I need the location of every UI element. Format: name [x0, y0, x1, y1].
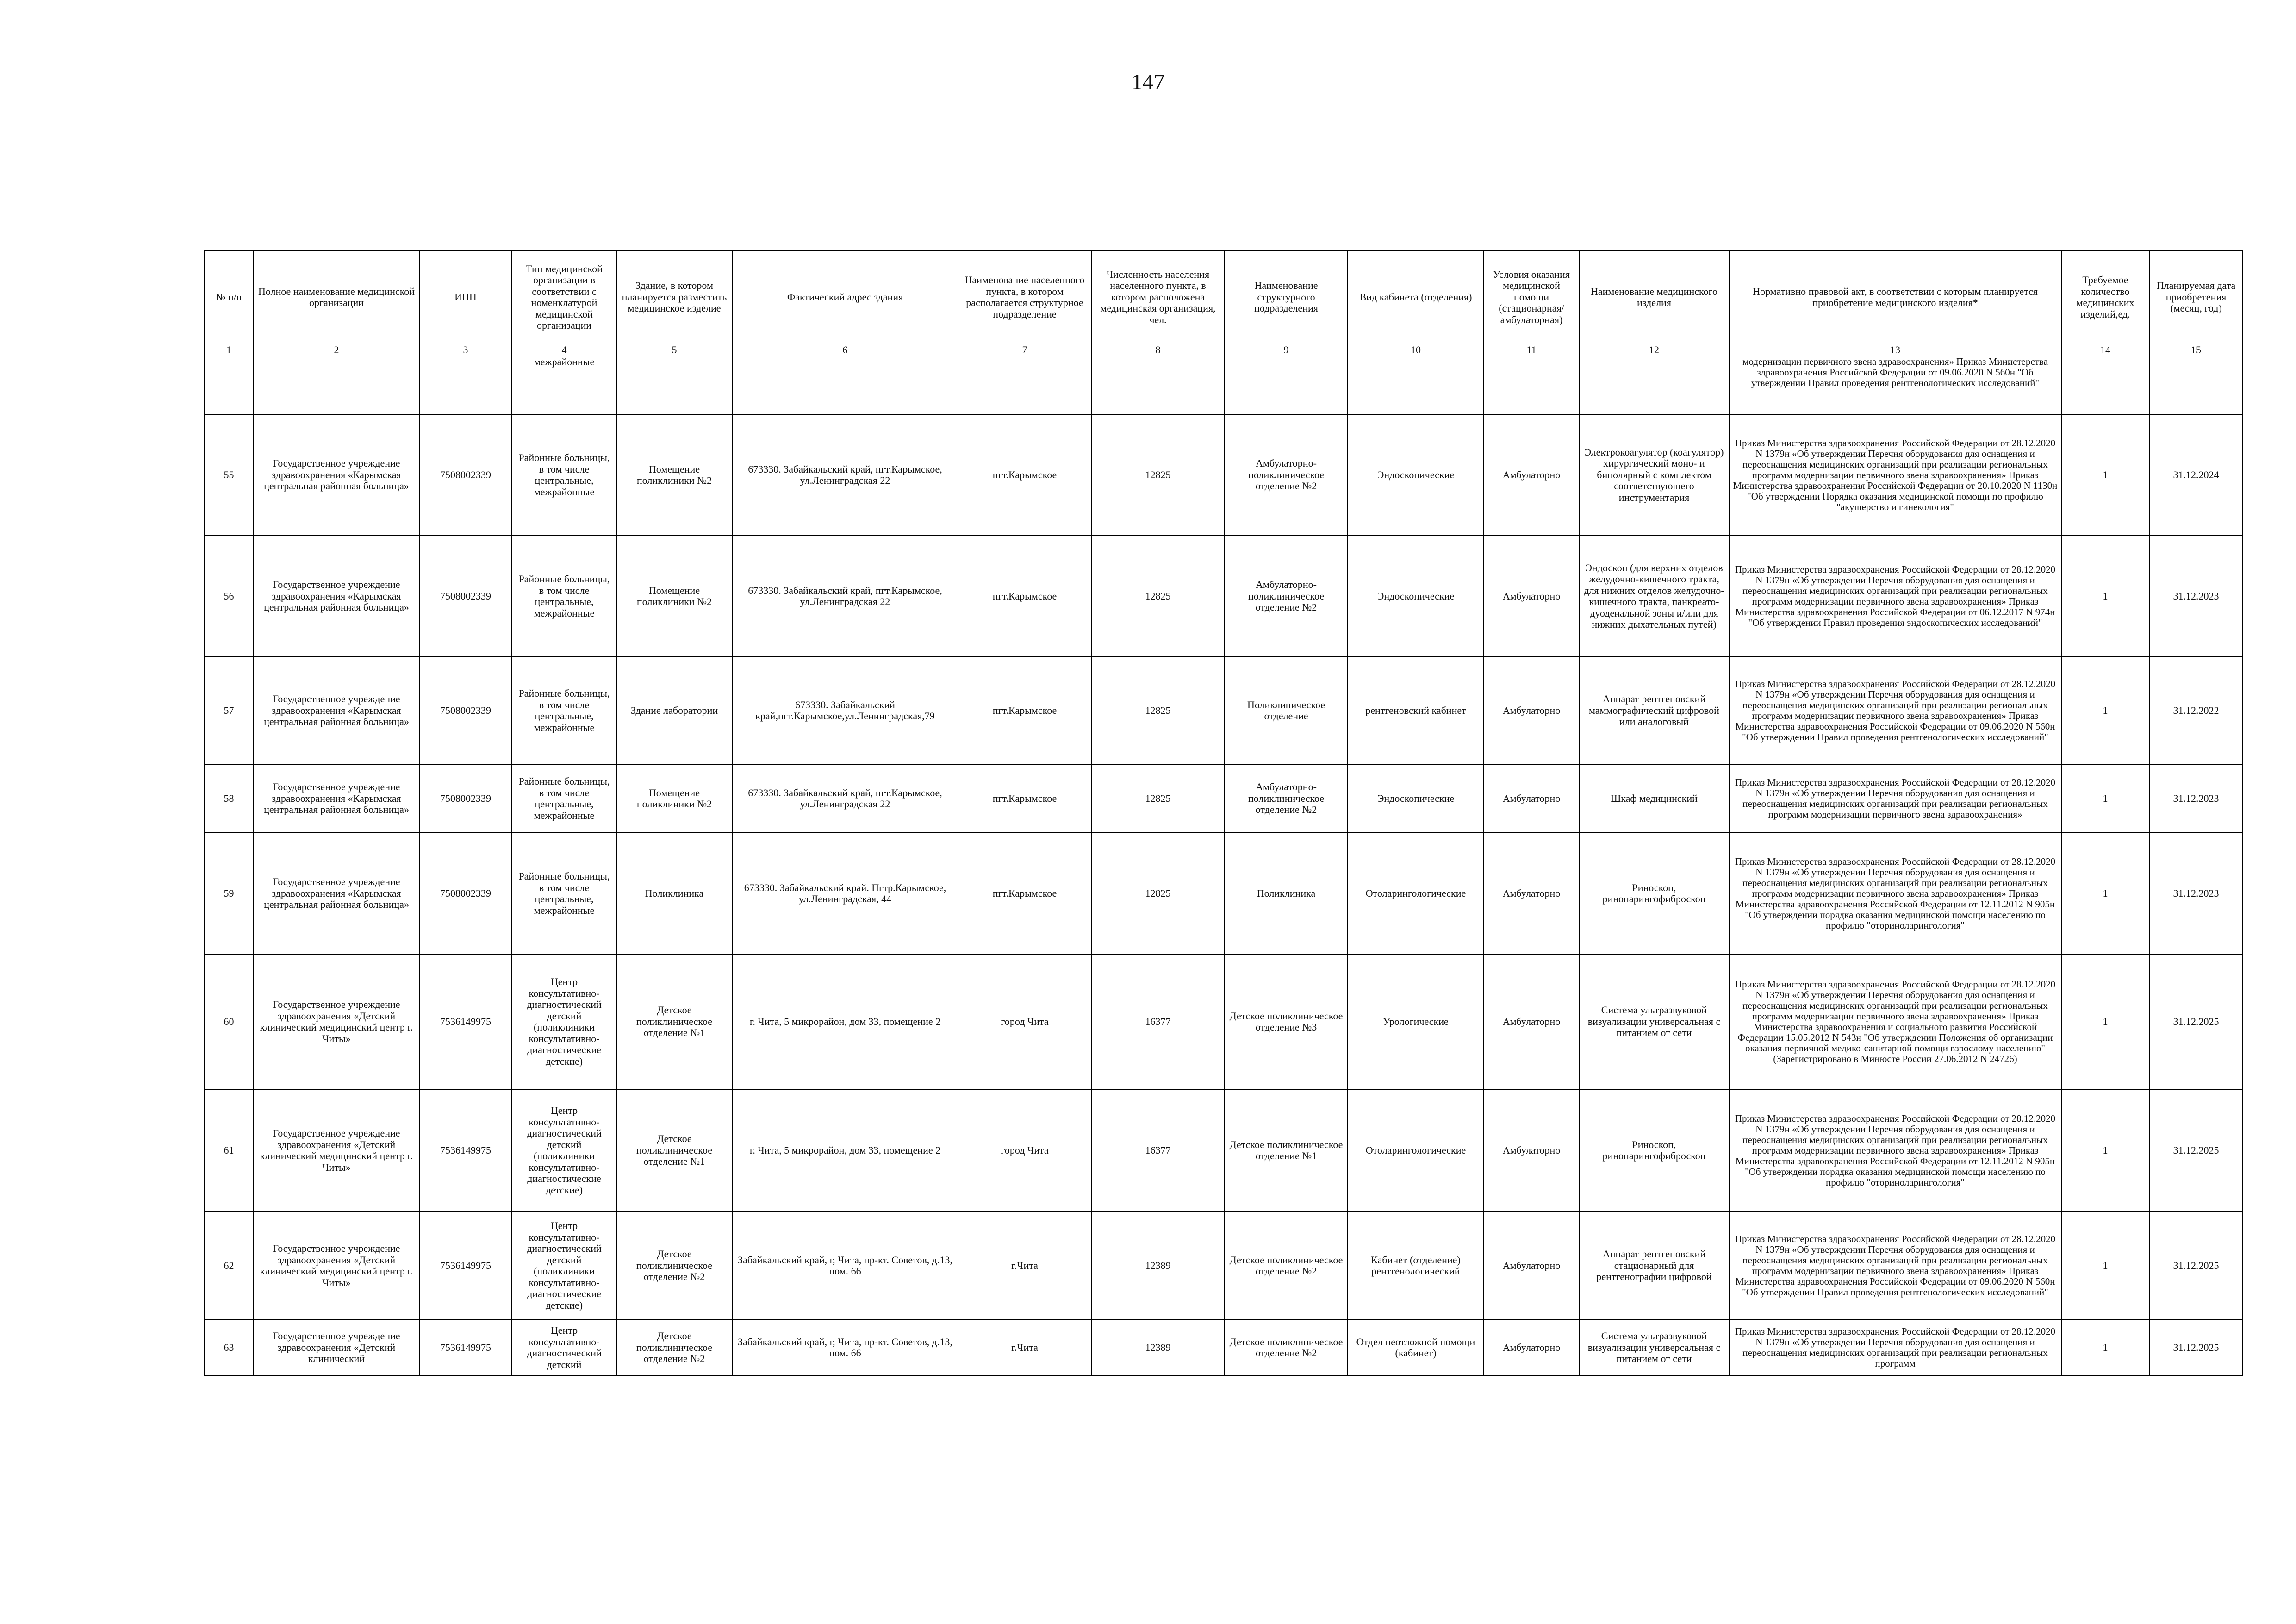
- cell-org: [254, 356, 419, 414]
- cell-unit: Амбулаторно-поликлиническое отделение №2: [1225, 414, 1348, 536]
- header-col-4: Тип медицинской организации в соответствии с номенклатурой медицинской организации: [512, 250, 616, 344]
- cell-inn: 7508002339: [419, 414, 512, 536]
- cell-conditions: Амбулаторно: [1484, 833, 1579, 954]
- cell-type: Центр консультативно-диагностический детский (поликлиники консультативно-диагностические детские): [512, 954, 616, 1089]
- cell-locality: город Чита: [958, 1089, 1091, 1212]
- header-col-12: Наименование медицинского изделия: [1579, 250, 1729, 344]
- column-number: 11: [1484, 344, 1579, 356]
- cell-num: 61: [204, 1089, 254, 1212]
- cell-qty: 1: [2061, 657, 2149, 764]
- cell-conditions: Амбулаторно: [1484, 536, 1579, 657]
- cell-num: 63: [204, 1320, 254, 1375]
- cell-cabinet: Эндоскопические: [1348, 536, 1484, 657]
- cell-building: Помещение поликлиники №2: [616, 536, 732, 657]
- cell-building: Помещение поликлиники №2: [616, 414, 732, 536]
- cell-conditions: Амбулаторно: [1484, 954, 1579, 1089]
- cell-conditions: Амбулаторно: [1484, 1320, 1579, 1375]
- cell-address: г. Чита, 5 микрорайон, дом 33, помещение 2: [732, 954, 958, 1089]
- cell-org: Государственное учреждение здравоохранения «Детский клинический медицинский центр г. Читы»: [254, 954, 419, 1089]
- cell-act: Приказ Министерства здравоохранения Российской Федерации от 28.12.2020 N 1379н «Об утверждении Перечня оборудования для оснащения и переоснащения медицинских организаций при реализации региональных программ модернизации первичного звена здравоохранения» Приказ Министерства здравоохранения Российской Федерации от 09.06.2020 N 560н "Об утверждении Правил проведения рентгенологических исследований": [1729, 657, 2061, 764]
- cell-date: 31.12.2025: [2149, 954, 2243, 1089]
- cell-cabinet: Эндоскопические: [1348, 764, 1484, 833]
- cell-conditions: Амбулаторно: [1484, 1089, 1579, 1212]
- cell-unit: Амбулаторно-поликлиническое отделение №2: [1225, 764, 1348, 833]
- cell-address: 673330. Забайкальский край, пгт.Карымское, ул.Ленинградская 22: [732, 764, 958, 833]
- cell-conditions: [1484, 356, 1579, 414]
- cell-qty: 1: [2061, 833, 2149, 954]
- cell-inn: 7508002339: [419, 833, 512, 954]
- cell-type: Районные больницы, в том числе центральные, межрайонные: [512, 833, 616, 954]
- cell-device: Эндоскоп (для верхних отделов желудочно-кишечного тракта, для нижних отделов желудочно-кишечного тракта, панкреато-дуоденальной зоны и/или для нижних дыхательных путей): [1579, 536, 1729, 657]
- column-number: 4: [512, 344, 616, 356]
- table-row: [204, 1320, 2243, 1375]
- header-col-13: Нормативно правовой акт, в соответствии с которым планируется приобретение медицинского изделия*: [1729, 250, 2061, 344]
- cell-date: 31.12.2022: [2149, 657, 2243, 764]
- table-row: [204, 954, 2243, 1089]
- cell-act: Приказ Министерства здравоохранения Российской Федерации от 28.12.2020 N 1379н «Об утверждении Перечня оборудования для оснащения и переоснащения медицинских организаций при реализации региональных программ модернизации первичного звена здравоохранения» Приказ Министерства здравоохранения Российской Федерации от 20.10.2020 N 1130н "Об утверждении Порядка оказания медицинской помощи по профилю "акушерство и гинекология": [1729, 414, 2061, 536]
- cell-cabinet: рентгеновский кабинет: [1348, 657, 1484, 764]
- column-number: 5: [616, 344, 732, 356]
- column-number: 15: [2149, 344, 2243, 356]
- column-number: 12: [1579, 344, 1729, 356]
- header-col-11: Условия оказания медицинской помощи (стационарная/ амбулаторная): [1484, 250, 1579, 344]
- cell-qty: 1: [2061, 1320, 2149, 1375]
- column-number: 10: [1348, 344, 1484, 356]
- cell-num: 56: [204, 536, 254, 657]
- cell-population: 12825: [1091, 414, 1225, 536]
- cell-num: 59: [204, 833, 254, 954]
- cell-unit: Детское поликлиническое отделение №1: [1225, 1089, 1348, 1212]
- cell-num: 55: [204, 414, 254, 536]
- table-row: [204, 657, 2243, 764]
- cell-device: Система ультразвуковой визуализации универсальная с питанием от сети: [1579, 1320, 1729, 1375]
- cell-type: Районные больницы, в том числе центральные, межрайонные: [512, 764, 616, 833]
- cell-act: Приказ Министерства здравоохранения Российской Федерации от 28.12.2020 N 1379н «Об утверждении Перечня оборудования для оснащения и переоснащения медицинских организаций при реализации региональных программ: [1729, 1320, 2061, 1375]
- cell-building: Помещение поликлиники №2: [616, 764, 732, 833]
- cell-date: 31.12.2023: [2149, 764, 2243, 833]
- cell-type: Центр консультативно-диагностический детский (поликлиники консультативно-диагностические детские): [512, 1089, 616, 1212]
- header-col-7: Наименование населенного пункта, в котором располагается структурное подразделение: [958, 250, 1091, 344]
- cell-unit: Поликлиника: [1225, 833, 1348, 954]
- cell-inn: 7508002339: [419, 536, 512, 657]
- cell-inn: 7508002339: [419, 657, 512, 764]
- cell-building: Детское поликлиническое отделение №1: [616, 954, 732, 1089]
- cell-act: Приказ Министерства здравоохранения Российской Федерации от 28.12.2020 N 1379н «Об утверждении Перечня оборудования для оснащения и переоснащения медицинских организаций при реализации региональных программ модернизации первичного звена здравоохранения» Приказ Министерства здравоохранения Российской Федерации от 09.06.2020 N 560н "Об утверждении Правил проведения рентгенологических исследований": [1729, 1212, 2061, 1320]
- cell-num: 60: [204, 954, 254, 1089]
- column-number: 13: [1729, 344, 2061, 356]
- cell-date: 31.12.2025: [2149, 1089, 2243, 1212]
- cell-address: [732, 356, 958, 414]
- cell-locality: пгт.Карымское: [958, 833, 1091, 954]
- table-row: [204, 764, 2243, 833]
- cell-num: [204, 356, 254, 414]
- cell-cabinet: Отоларингологические: [1348, 833, 1484, 954]
- cell-act: Приказ Министерства здравоохранения Российской Федерации от 28.12.2020 N 1379н «Об утверждении Перечня оборудования для оснащения и переоснащения медицинских организаций при реализации региональных программ модернизации первичного звена здравоохранения» Приказ Министерства здравоохранения Российской Федерации от 12.11.2012 N 905н "Об утверждении порядка оказания медицинской помощи населению по профилю "оториноларингология": [1729, 833, 2061, 954]
- cell-device: Аппарат рентгеновский маммографический цифровой или аналоговый: [1579, 657, 1729, 764]
- cell-address: Забайкальский край, г, Чита, пр-кт. Советов, д.13, пом. 66: [732, 1212, 958, 1320]
- column-number: 1: [204, 344, 254, 356]
- cell-type: Районные больницы, в том числе центральные, межрайонные: [512, 414, 616, 536]
- cell-org: Государственное учреждение здравоохранения «Карымская центральная районная больница»: [254, 764, 419, 833]
- cell-inn: 7536149975: [419, 1089, 512, 1212]
- cell-device: Аппарат рентгеновский стационарный для рентгенографии цифровой: [1579, 1212, 1729, 1320]
- cell-date: 31.12.2024: [2149, 414, 2243, 536]
- table-row: [204, 833, 2243, 954]
- cell-qty: 1: [2061, 1089, 2149, 1212]
- cell-date: 31.12.2023: [2149, 536, 2243, 657]
- cell-building: [616, 356, 732, 414]
- cell-device: Риноскоп, ринопарингофиброскоп: [1579, 833, 1729, 954]
- cell-org: Государственное учреждение здравоохранения «Карымская центральная районная больница»: [254, 536, 419, 657]
- column-number: 2: [254, 344, 419, 356]
- header-col-1: № п/п: [204, 250, 254, 344]
- cell-building: Детское поликлиническое отделение №1: [616, 1089, 732, 1212]
- cell-date: 31.12.2023: [2149, 833, 2243, 954]
- cell-unit: Поликлиническое отделение: [1225, 657, 1348, 764]
- cell-address: 673330. Забайкальский край, пгт.Карымское, ул.Ленинградская 22: [732, 414, 958, 536]
- cell-building: Поликлиника: [616, 833, 732, 954]
- equipment-table: [204, 250, 2243, 1376]
- cell-date: 31.12.2025: [2149, 1320, 2243, 1375]
- cell-locality: г.Чита: [958, 1320, 1091, 1375]
- cell-device: Система ультразвуковой визуализации универсальная с питанием от сети: [1579, 954, 1729, 1089]
- cell-population: 12825: [1091, 764, 1225, 833]
- header-col-5: Здание, в котором планируется разместить медицинское изделие: [616, 250, 732, 344]
- cell-qty: 1: [2061, 1212, 2149, 1320]
- cell-unit: Детское поликлиническое отделение №2: [1225, 1320, 1348, 1375]
- table-row: [204, 1212, 2243, 1320]
- cell-population: 16377: [1091, 1089, 1225, 1212]
- cell-inn: 7508002339: [419, 764, 512, 833]
- cell-population: 16377: [1091, 954, 1225, 1089]
- cell-qty: 1: [2061, 414, 2149, 536]
- cell-locality: пгт.Карымское: [958, 657, 1091, 764]
- cell-population: [1091, 356, 1225, 414]
- cell-date: 31.12.2025: [2149, 1212, 2243, 1320]
- column-number: 14: [2061, 344, 2149, 356]
- cell-qty: 1: [2061, 764, 2149, 833]
- cell-type: Районные больницы, в том числе центральные, межрайонные: [512, 536, 616, 657]
- cell-conditions: Амбулаторно: [1484, 414, 1579, 536]
- cell-building: Детское поликлиническое отделение №2: [616, 1212, 732, 1320]
- cell-locality: г.Чита: [958, 1212, 1091, 1320]
- header-col-6: Фактический адрес здания: [732, 250, 958, 344]
- cell-qty: [2061, 356, 2149, 414]
- cell-num: 62: [204, 1212, 254, 1320]
- cell-org: Государственное учреждение здравоохранения «Карымская центральная районная больница»: [254, 833, 419, 954]
- header-col-8: Численность населения населенного пункта, в котором расположена медицинская организация, чел.: [1091, 250, 1225, 344]
- cell-unit: Детское поликлиническое отделение №2: [1225, 1212, 1348, 1320]
- cell-act: Приказ Министерства здравоохранения Российской Федерации от 28.12.2020 N 1379н «Об утверждении Перечня оборудования для оснащения и переоснащения медицинских организаций при реализации региональных программ модернизации первичного звена здравоохранения» Приказ Министерства здравоохранения и социального развития Российской Федерации 15.05.2012 N 543н "Об утверждении Положения об организации оказания первичной медико-санитарной помощи взрослому населению" (Зарегистрировано в Минюсте России 27.06.2012 N 24726): [1729, 954, 2061, 1089]
- cell-inn: [419, 356, 512, 414]
- cell-act: модернизации первичного звена здравоохранения» Приказ Министерства здравоохранения Российской Федерации от 09.06.2020 N 560н "Об утверждении Правил проведения рентгенологических исследований": [1729, 356, 2061, 414]
- cell-date: [2149, 356, 2243, 414]
- header-col-14: Требуемое количество медицинских изделий,ед.: [2061, 250, 2149, 344]
- cell-conditions: Амбулаторно: [1484, 1212, 1579, 1320]
- cell-population: 12825: [1091, 657, 1225, 764]
- cell-locality: [958, 356, 1091, 414]
- cell-cabinet: [1348, 356, 1484, 414]
- cell-unit: Детское поликлиническое отделение №3: [1225, 954, 1348, 1089]
- cell-locality: город Чита: [958, 954, 1091, 1089]
- cell-locality: пгт.Карымское: [958, 764, 1091, 833]
- cell-type: Центр консультативно-диагностический детский: [512, 1320, 616, 1375]
- cell-population: 12825: [1091, 833, 1225, 954]
- header-col-9: Наименование структурного подразделения: [1225, 250, 1348, 344]
- cell-type: межрайонные: [512, 356, 616, 414]
- column-number: 3: [419, 344, 512, 356]
- cell-cabinet: Отоларингологические: [1348, 1089, 1484, 1212]
- cell-device: Электрокоагулятор (коагулятор) хирургический моно- и биполярный с комплектом соответствующего инструментария: [1579, 414, 1729, 536]
- cell-org: Государственное учреждение здравоохранения «Карымская центральная районная больница»: [254, 657, 419, 764]
- continuation-row: [204, 356, 2243, 414]
- cell-qty: 1: [2061, 954, 2149, 1089]
- cell-type: Районные больницы, в том числе центральные, межрайонные: [512, 657, 616, 764]
- cell-qty: 1: [2061, 536, 2149, 657]
- cell-inn: 7536149975: [419, 1212, 512, 1320]
- header-col-2: Полное наименование медицинской организации: [254, 250, 419, 344]
- cell-num: 57: [204, 657, 254, 764]
- table-row: [204, 414, 2243, 536]
- cell-unit: Амбулаторно-поликлиническое отделение №2: [1225, 536, 1348, 657]
- cell-address: г. Чита, 5 микрорайон, дом 33, помещение 2: [732, 1089, 958, 1212]
- column-number: 6: [732, 344, 958, 356]
- column-number: 9: [1225, 344, 1348, 356]
- cell-org: Государственное учреждение здравоохранения «Карымская центральная районная больница»: [254, 414, 419, 536]
- table-row: [204, 536, 2243, 657]
- cell-device: Шкаф медицинский: [1579, 764, 1729, 833]
- header-col-10: Вид кабинета (отделения): [1348, 250, 1484, 344]
- cell-population: 12389: [1091, 1320, 1225, 1375]
- cell-device: Риноскоп, ринопарингофиброскоп: [1579, 1089, 1729, 1212]
- cell-act: Приказ Министерства здравоохранения Российской Федерации от 28.12.2020 N 1379н «Об утверждении Перечня оборудования для оснащения и переоснащения медицинских организаций при реализации региональных программ модернизации первичного звена здравоохранения» Приказ Министерства здравоохранения Российской Федерации от 12.11.2012 N 905н "Об утверждении порядка оказания медицинской помощи населению по профилю "оториноларингология": [1729, 1089, 2061, 1212]
- cell-act: Приказ Министерства здравоохранения Российской Федерации от 28.12.2020 N 1379н «Об утверждении Перечня оборудования для оснащения и переоснащения медицинских организаций при реализации региональных программ модернизации первичного звена здравоохранения» Приказ Министерства здравоохранения Российской Федерации от 06.12.2017 N 974н "Об утверждении Правил проведения эндоскопических исследований": [1729, 536, 2061, 657]
- cell-cabinet: Кабинет (отделение) рентгенологический: [1348, 1212, 1484, 1320]
- cell-num: 58: [204, 764, 254, 833]
- header-row: [204, 250, 2243, 344]
- cell-org: Государственное учреждение здравоохранения «Детский клинический медицинский центр г. Читы»: [254, 1212, 419, 1320]
- cell-address: 673330. Забайкальский край, пгт.Карымское, ул.Ленинградская 22: [732, 536, 958, 657]
- cell-locality: пгт.Карымское: [958, 536, 1091, 657]
- header-col-3: ИНН: [419, 250, 512, 344]
- cell-org: Государственное учреждение здравоохранения «Детский клинический медицинский центр г. Читы»: [254, 1089, 419, 1212]
- cell-building: Здание лаборатории: [616, 657, 732, 764]
- column-number: 8: [1091, 344, 1225, 356]
- cell-unit: [1225, 356, 1348, 414]
- cell-population: 12389: [1091, 1212, 1225, 1320]
- cell-device: [1579, 356, 1729, 414]
- cell-inn: 7536149975: [419, 1320, 512, 1375]
- cell-address: 673330. Забайкальский край,пгт.Карымское,ул.Ленинградская,79: [732, 657, 958, 764]
- table-row: [204, 1089, 2243, 1212]
- cell-type: Центр консультативно-диагностический детский (поликлиники консультативно-диагностические детские): [512, 1212, 616, 1320]
- cell-cabinet: Эндоскопические: [1348, 414, 1484, 536]
- cell-cabinet: Урологические: [1348, 954, 1484, 1089]
- cell-address: 673330. Забайкальский край. Пгтр.Карымское, ул.Ленинградская, 44: [732, 833, 958, 954]
- cell-conditions: Амбулаторно: [1484, 657, 1579, 764]
- cell-conditions: Амбулаторно: [1484, 764, 1579, 833]
- column-number-row: [204, 344, 2243, 356]
- cell-act: Приказ Министерства здравоохранения Российской Федерации от 28.12.2020 N 1379н «Об утверждении Перечня оборудования для оснащения и переоснащения медицинских организаций при реализации региональных программ модернизации первичного звена здравоохранения»: [1729, 764, 2061, 833]
- cell-population: 12825: [1091, 536, 1225, 657]
- header-col-15: Планируемая дата приобретения (месяц, год): [2149, 250, 2243, 344]
- column-number: 7: [958, 344, 1091, 356]
- cell-cabinet: Отдел неотложной помощи (кабинет): [1348, 1320, 1484, 1375]
- page-number: 147: [1131, 70, 1165, 94]
- cell-building: Детское поликлиническое отделение №2: [616, 1320, 732, 1375]
- cell-org: Государственное учреждение здравоохранения «Детский клинический: [254, 1320, 419, 1375]
- cell-address: Забайкальский край, г, Чита, пр-кт. Советов, д.13, пом. 66: [732, 1320, 958, 1375]
- cell-locality: пгт.Карымское: [958, 414, 1091, 536]
- cell-inn: 7536149975: [419, 954, 512, 1089]
